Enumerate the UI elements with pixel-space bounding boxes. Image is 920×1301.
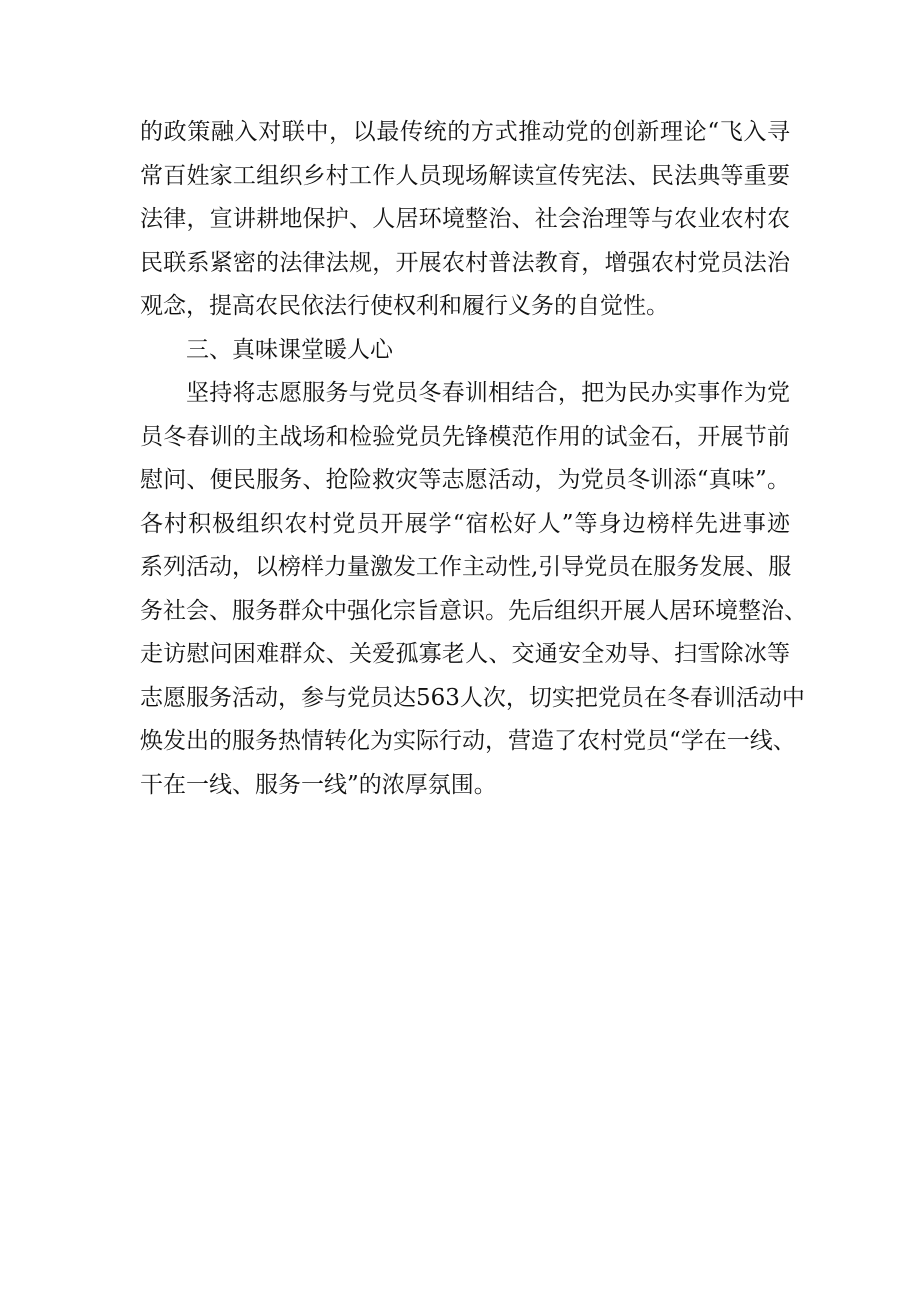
paragraph-line: 志愿服务活动，参与党员达563人次，切实把党员在冬春训活动中 [140,684,805,711]
paragraph-line: 务社会、服务群众中强化宗旨意识。先后组织开展人居环境整治、 [140,597,807,624]
paragraph-2 [140,372,807,807]
paragraph-line: 系列活动，以榜样力量激发工作主动性,引导党员在服务发展、服 [140,554,792,580]
section-heading: 三、真味课堂暖人心 [186,336,393,363]
paragraph-line: 观念，提高农民依法行使权利和履行义务的自觉性。 [140,293,669,319]
paragraph-line: 干在一线、服务一线”的浓厚氛围。 [140,771,497,798]
paragraph-line: 常百姓家工组织乡村工作人员现场解读宣传宪法、民法典等重要 [140,162,790,189]
paragraph-line: 的政策融入对联中，以最传统的方式推动党的创新理论“飞入寻 [140,119,790,145]
paragraph-line: 坚持将志愿服务与党员冬春训相结合，把为民办实事作为党 [186,380,790,406]
paragraph-line: 员冬春训的主战场和检验党员先锋模范作用的试金石，开展节前 [140,423,790,450]
paragraph-1 [140,111,790,329]
paragraph-line: 民联系紧密的法律法规，开展农村普法教育，增强农村党员法治 [140,249,790,276]
paragraph-line: 慰问、便民服务、抢险救灾等志愿活动，为党员冬训添“真味”。 [140,467,790,493]
paragraph-line: 焕发出的服务热情转化为实际行动，营造了农村党员“学在一线、 [140,728,796,754]
paragraph-line: 各村积极组织农村党员开展学“宿松好人”等身边榜样先进事迹 [140,510,790,537]
document-body [140,111,807,807]
paragraph-line: 走访慰问困难群众、关爱孤寡老人、交通安全劝导、扫雪除冰等 [140,641,790,667]
paragraph-line: 法律，宣讲耕地保护、人居环境整治、社会治理等与农业农村农 [140,206,790,232]
